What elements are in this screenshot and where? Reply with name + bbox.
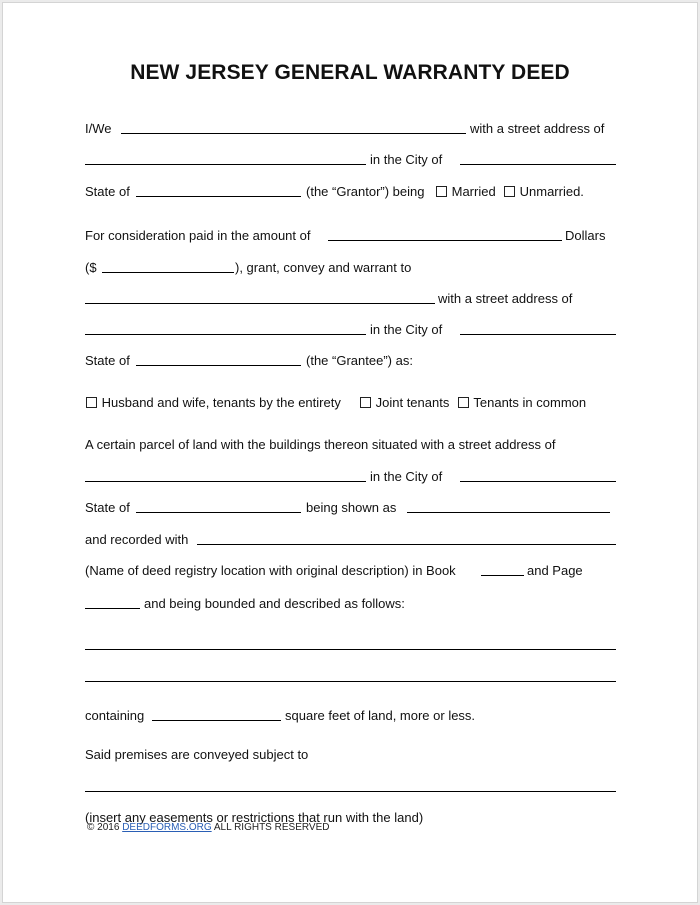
city-label: in the City of (370, 152, 443, 167)
grantor-state-row (3, 183, 697, 201)
containing-row (3, 707, 697, 725)
grant-convey-label: ), grant, convey and warrant to (235, 260, 412, 275)
document-title: NEW JERSEY GENERAL WARRANTY DEED (130, 61, 570, 84)
square-feet-field[interactable] (152, 720, 281, 721)
grantor-name-row (3, 120, 697, 138)
parcel-address-field[interactable] (85, 481, 366, 482)
footer (87, 822, 329, 833)
deed-page (2, 2, 698, 903)
married-checkbox[interactable] (436, 186, 447, 197)
containing-label: containing (85, 708, 145, 723)
unmarried-option[interactable] (503, 183, 584, 201)
grantee-state-label: State of (85, 353, 130, 368)
description-line-2 (3, 668, 697, 686)
parcel-state-row (3, 499, 697, 517)
bounded-label: and being bounded and described as follows: (144, 596, 405, 611)
grantee-street-label: with a street address of (438, 291, 573, 306)
grantee-city-field[interactable] (460, 334, 616, 335)
grantee-name-field[interactable] (85, 303, 435, 304)
parcel-city-field[interactable] (460, 481, 616, 482)
consideration-words-field[interactable] (328, 240, 562, 241)
iwe-label: I/We (85, 121, 112, 136)
easements-field[interactable] (85, 791, 616, 792)
state-label: State of (85, 184, 130, 199)
grantor-address-row (3, 151, 697, 169)
parcel-city-label: in the City of (370, 469, 443, 484)
grantor-address-field[interactable] (85, 164, 366, 165)
being-shown-label: being shown as (306, 500, 397, 515)
easements-note: (insert any easements or restrictions that run with the land) (85, 810, 424, 825)
husband-wife-checkbox[interactable] (86, 397, 97, 408)
dollar-paren-label: ($ (85, 260, 97, 275)
tenants-common-option[interactable] (457, 394, 586, 412)
unmarried-checkbox[interactable] (504, 186, 515, 197)
married-label: Married (451, 184, 496, 199)
parcel-state-field[interactable] (136, 512, 301, 513)
registry-label: (Name of deed registry location with original description) in Book (85, 563, 456, 578)
bounded-row (3, 595, 697, 613)
subject-line (3, 778, 697, 796)
grantee-address-row (3, 321, 697, 339)
deedforms-link[interactable]: DEEDFORMS.ORG (122, 822, 212, 833)
joint-tenants-label: Joint tenants (375, 395, 450, 410)
being-shown-field[interactable] (407, 512, 610, 513)
subject-label: Said premises are conveyed subject to (85, 747, 309, 762)
recorded-with-row (3, 531, 697, 549)
registry-row (3, 562, 697, 580)
grantee-state-row (3, 352, 697, 370)
parcel-state-label: State of (85, 500, 130, 515)
tenancy-options-row (3, 394, 697, 412)
grantee-city-label: in the City of (370, 322, 443, 337)
grantor-city-field[interactable] (460, 164, 616, 165)
consideration-amount-field[interactable] (102, 272, 234, 273)
husband-wife-label: Husband and wife, tenants by the entirety (101, 395, 341, 410)
consideration-row (3, 227, 697, 245)
tenants-common-label: Tenants in common (473, 395, 587, 410)
unmarried-label: Unmarried. (519, 184, 584, 199)
grantor-being-label: (the “Grantor”) being (306, 184, 425, 199)
parcel-address-row (3, 468, 697, 486)
tenants-common-checkbox[interactable] (458, 397, 469, 408)
copyright-text: © 2016 (87, 822, 120, 833)
parcel-intro-row (3, 436, 697, 454)
description-line-1 (3, 636, 697, 654)
grantor-name-field[interactable] (121, 133, 466, 134)
book-field[interactable] (481, 575, 524, 576)
consideration-amount-row (3, 259, 697, 277)
recorded-with-label: and recorded with (85, 532, 189, 547)
grantee-state-field[interactable] (136, 365, 301, 366)
parcel-intro-label: A certain parcel of land with the buildings thereon situated with a street address of (85, 437, 556, 452)
rights-text: ALL RIGHTS RESERVED (213, 822, 330, 833)
dollars-label: Dollars (565, 228, 606, 243)
page-field[interactable] (85, 608, 140, 609)
and-page-label: and Page (527, 563, 583, 578)
grantee-as-label: (the “Grantee”) as: (306, 353, 413, 368)
grantee-address-field[interactable] (85, 334, 366, 335)
joint-tenants-option[interactable] (359, 394, 449, 412)
recorded-with-field[interactable] (197, 544, 616, 545)
joint-tenants-checkbox[interactable] (360, 397, 371, 408)
grantor-state-field[interactable] (136, 196, 301, 197)
description-field-1[interactable] (85, 649, 616, 650)
married-option[interactable] (435, 183, 496, 201)
subject-row (3, 746, 697, 764)
husband-wife-option[interactable] (85, 394, 341, 412)
description-field-2[interactable] (85, 681, 616, 682)
grantee-name-row (3, 290, 697, 308)
consideration-label: For consideration paid in the amount of (85, 228, 311, 243)
street-address-label: with a street address of (470, 121, 605, 136)
square-feet-label: square feet of land, more or less. (285, 708, 476, 723)
